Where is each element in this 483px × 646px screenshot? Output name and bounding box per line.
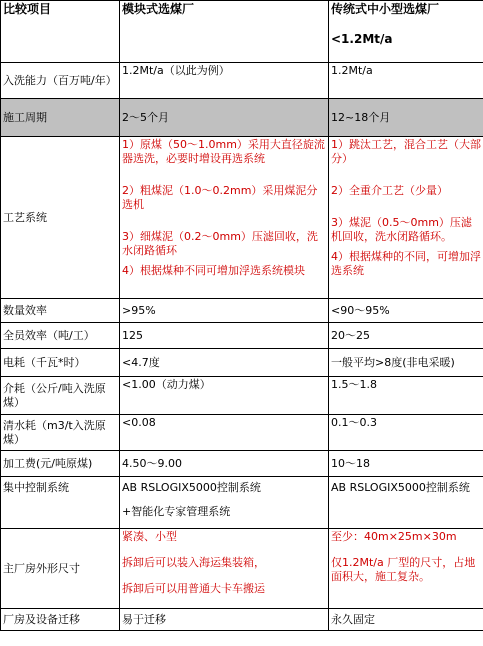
table-row — [1, 349, 483, 377]
control-addon: +智能化专家管理系统 — [122, 505, 231, 518]
table-row — [1, 477, 483, 529]
row-label: 主厂房外形尺寸 — [1, 529, 120, 609]
process-item: 1）跳汰工艺，混合工艺（大部分） — [331, 138, 481, 165]
header-modular: 模块式选煤厂 — [120, 1, 329, 63]
row-label: 施工周期 — [1, 99, 120, 137]
table-row — [1, 299, 483, 323]
building-note: 拆卸后可以用普通大卡车搬运 — [122, 582, 265, 595]
row-label: 数量效率 — [1, 299, 120, 323]
traditional-value: 1.2Mt/a — [329, 63, 483, 99]
traditional-value: 20～25 — [329, 323, 483, 349]
header-traditional-title: 传统式中小型选煤厂 — [331, 2, 440, 16]
process-item: 3）煤泥（0.5～0mm）压滤机回收，洗水闭路循环。 — [331, 216, 472, 243]
traditional-value — [329, 137, 483, 299]
traditional-value: 0.1～0.3 — [329, 415, 483, 451]
header-item: 比较项目 — [1, 1, 120, 63]
row-label: 清水耗（m3/t入洗原煤） — [1, 415, 120, 451]
building-note: 仅1.2Mt/a 厂型的尺寸，占地面积大，施工复杂。 — [331, 556, 476, 583]
table-row — [1, 377, 483, 415]
row-label: 厂房及设备迁移 — [1, 609, 120, 631]
process-item: 2）全重介工艺（少量） — [331, 184, 448, 197]
traditional-value — [329, 529, 483, 609]
building-note: 至少：40m×25m×30m — [331, 530, 457, 543]
process-item: 1）原煤（50～1.0mm）采用大直径旋流器选洗，必要时增设再选系统 — [122, 138, 325, 165]
row-label: 工艺系统 — [1, 137, 120, 299]
traditional-value: AB RSLOGIX5000控制系统 — [329, 477, 483, 529]
modular-value: <4.7度 — [120, 349, 329, 377]
modular-value — [120, 137, 329, 299]
table-row — [1, 99, 483, 137]
modular-value — [120, 529, 329, 609]
header-traditional — [329, 1, 483, 63]
building-note: 紧凑、小型 — [122, 530, 177, 543]
table-row — [1, 323, 483, 349]
modular-value: 1.2Mt/a（以此为例） — [120, 63, 329, 99]
traditional-value: 一般平均>8度(非电采暖) — [329, 349, 483, 377]
table-row — [1, 63, 483, 99]
table-row — [1, 529, 483, 609]
table-row — [1, 451, 483, 477]
row-label: 介耗（公斤/吨入洗原煤） — [1, 377, 120, 415]
header-traditional-capacity: <1.2Mt/a — [331, 32, 393, 46]
building-note: 拆卸后可以装入海运集装箱， — [122, 556, 265, 569]
process-item: 2）粗煤泥（1.0～0.2mm）采用煤泥分选机 — [122, 184, 318, 211]
row-label: 电耗（千瓦*时） — [1, 349, 120, 377]
traditional-value: 1.5～1.8 — [329, 377, 483, 415]
table-row — [1, 415, 483, 451]
modular-value: <0.08 — [120, 415, 329, 451]
process-item: 4）根据煤种不同可增加浮选系统模块 — [122, 264, 305, 277]
traditional-value: <90～95% — [329, 299, 483, 323]
modular-value: 4.50～9.00 — [120, 451, 329, 477]
row-label: 集中控制系统 — [1, 477, 120, 529]
row-label: 加工费(元/吨原煤) — [1, 451, 120, 477]
process-item: 3）细煤泥（0.2～0mm）压滤回收，洗水闭路循环 — [122, 230, 318, 257]
control-system: AB RSLOGIX5000控制系统 — [122, 481, 261, 494]
traditional-value: 12~18个月 — [329, 99, 483, 137]
traditional-value: 永久固定 — [329, 609, 483, 631]
modular-value: >95% — [120, 299, 329, 323]
modular-value: 125 — [120, 323, 329, 349]
header-row — [1, 1, 483, 63]
row-label: 全员效率（吨/工） — [1, 323, 120, 349]
modular-value: <1.00（动力煤） — [120, 377, 329, 415]
process-item: 4）根据煤种的不同，可增加浮选系统 — [331, 250, 481, 277]
modular-value — [120, 477, 329, 529]
traditional-value: 10～18 — [329, 451, 483, 477]
table-row — [1, 137, 483, 299]
table-row — [1, 609, 483, 631]
modular-value: 2～5个月 — [120, 99, 329, 137]
row-label: 入洗能力（百万吨/年） — [1, 63, 120, 99]
modular-value: 易于迁移 — [120, 609, 329, 631]
